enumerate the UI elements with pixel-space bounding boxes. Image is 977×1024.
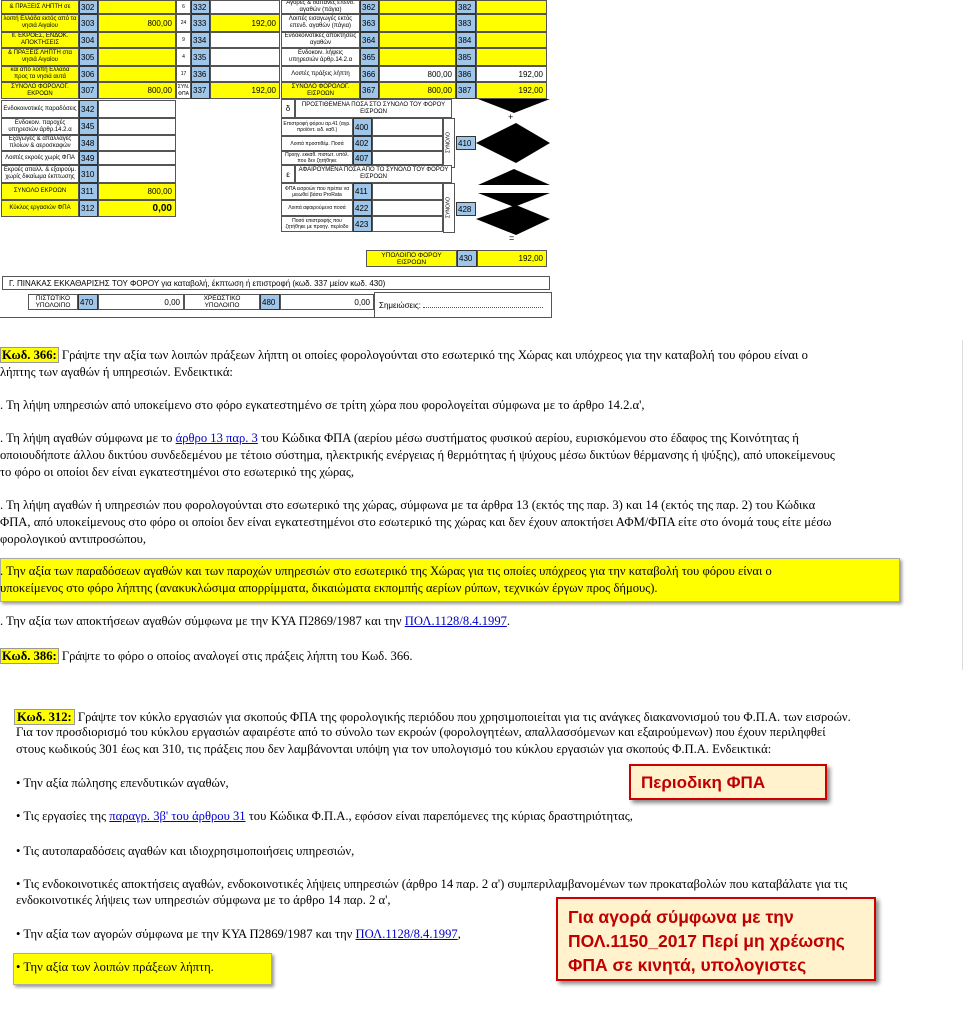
left-row-label: λοιπή Ελλάδα εκτός από τα νησιά Αιγαίου — [1, 14, 79, 32]
mid-row-value: 192,00 — [210, 14, 280, 32]
mid-row-code: 337 — [191, 82, 210, 99]
item2-line2: οποιουδήποτε άλλου δικτύου συνδεδεμένου με τέτοιο σύστημα, ηλεκτρικής ενέργειας ή θερμότητας ή ψύχους μέσω δικτύων θέρμανσης ή ψύξης), από υποκείμενους — [0, 448, 835, 462]
bullet3: • Τις αυτοπαραδόσεις αγαθών και ιδιοχρησιμοποιήσεις υπηρεσιών, — [16, 844, 355, 858]
delta-row-value — [372, 118, 443, 136]
delta-title: ΠΡΟΣΤΙΘΕΜΕΝΑ ΠΟΣΑ ΣΤΟ ΣΥΝΟΛΟ ΤΟΥ ΦΟΡΟΥ ΕΙΣΡΟΩΝ — [295, 99, 452, 118]
left-row-label: Κύκλος εργασιών ΦΠΑ — [1, 200, 79, 217]
mid-row-value — [210, 0, 280, 14]
mid-row-code: 336 — [191, 66, 210, 82]
item5-text-b: . — [506, 614, 511, 628]
purchase-note — [556, 897, 876, 981]
bullet1: • Την αξία πώλησης επενδυτικών αγαθών, — [16, 776, 229, 790]
item2-text-b: του Κώδικα ΦΠΑ (αερίου μέσω συστήματος φυσικού αερίου, ευρισκόμενου στο έδαφος της Κοινότητας ή — [257, 431, 799, 445]
left-row-code: 345 — [79, 118, 98, 135]
left-row-label: & ΠΡΑΞΕΙΣ ΛΗΠΤΗ σε — [1, 0, 79, 14]
right-row-label: ΣΥΝΟΛΟ ΦΟΡΟΛΟΓ. ΕΙΣΡΟΩΝ — [281, 82, 360, 99]
mid-row-rate: ΣΥΝ. ΦΠΑ — [176, 82, 191, 99]
k386-tag: Κωδ. 386: — [2, 649, 57, 663]
k386-text: Γράψτε το φόρο ο οποίος αναλογεί στις πράξεις λήπτη του Κωδ. 366. — [58, 649, 413, 663]
k312-line2: Για τον προσδιορισμό του κύκλου εργασιών αφαιρέστε από το σύνολο των εκροών (φορολογητέων, απαλλασσόμενων και εξαιρούμενων) που έχουν περιληφθεί — [16, 725, 826, 739]
epsilon-row-code: 411 — [353, 183, 372, 200]
left-row-label: & ΠΡΑΞΕΙΣ ΛΗΠΤΗ στα νησιά Αιγαίου — [1, 48, 79, 66]
item2-text-a: . Τη λήψη αγαθών σύμφωνα με το — [0, 431, 176, 445]
epsilon-sum-label: ΣΥΝΟΛΟ — [443, 183, 455, 233]
notes-field — [374, 292, 552, 318]
mid-row-value — [210, 48, 280, 66]
right-row-vat-code: 386 — [456, 66, 476, 82]
epsilon-row-value — [372, 216, 443, 232]
right-row-vat-code: 383 — [456, 14, 476, 32]
vat-form-excerpt — [0, 0, 552, 318]
purchase-note-line1: Για αγορά σύμφωνα με την — [568, 907, 794, 927]
bullet4-line1: • Τις ενδοκοινοτικές αποκτήσεις αγαθών, ενδοκοινοτικές λήψεις υπηρεσιών (άρθρο 14 παρ. 2 α') συμπεριλαμβανομένων των προκαταβολών που καταβάλατε για τις — [16, 877, 848, 891]
section-g-title: Γ. ΠΙΝΑΚΑΣ ΕΚΚΑΘΑΡΙΣΗΣ ΤΟΥ ΦΟΡΟΥ για καταβολή, έκπτωση ή επιστροφή (κωδ. 337 μείον κωδ. 430) — [2, 276, 550, 290]
right-row-vat-code: 385 — [456, 48, 476, 66]
k366-text: Γράψτε την αξία των λοιπών πράξεων λήπτη οι οποίες φορολογούνται στο εσωτερικό της Χώρας και υπόχρεος για την καταβολή του φόρου είναι ο — [58, 348, 808, 362]
form-bottom-edge — [0, 317, 552, 318]
item4-line2: υποκείμενος στο φόρο λήπτης (ανακυκλώσιμα απορρίμματα, δικαιώματα εκπομπής αερίων ρύπων, τεχνικών έργων προς δήμους). — [0, 581, 658, 595]
notes-label: Σημειώσεις: — [379, 301, 421, 310]
left-row-value — [98, 66, 176, 82]
remaining-code: 430 — [457, 250, 477, 267]
right-row-value — [379, 48, 456, 66]
item5 — [0, 613, 510, 630]
delta-row-label: Λοιπά προστιθέμ. Ποσά — [281, 136, 353, 151]
right-row-value — [379, 14, 456, 32]
left-row-value — [98, 48, 176, 66]
left-row-code: 307 — [79, 82, 98, 99]
k366-line1 — [0, 347, 808, 364]
left-row-label: ΣΥΝΟΛΟ ΦΟΡΟΛΟΓ. ΕΚΡΟΩΝ — [1, 82, 79, 99]
left-row-label: Εξαγωγές & απαλλαγές πλοίων & αεροσκαφών — [1, 135, 79, 151]
mid-row-rate: 24 — [176, 14, 191, 32]
remaining-label: ΥΠΟΛΟΙΠΟ ΦΟΡΟΥ ΕΙΣΡΟΩΝ — [366, 250, 457, 267]
equals-sign: = — [509, 233, 515, 243]
mid-row-code: 334 — [191, 32, 210, 48]
left-row-label: και από λοιπή Ελλάδα προς τα νησιά αυτά — [1, 66, 79, 82]
left-row-code: 311 — [79, 183, 98, 200]
delta-row-label: Προηγ. εκκαθ. πιστωτ. υπόλ. που δεν ζητήθηκε — [281, 151, 353, 165]
left-row-value: 800,00 — [98, 14, 176, 32]
content-edge-line — [962, 340, 963, 670]
bullet5-text-a: • Την αξία των αγορών σύμφωνα με την ΚΥΑ Π2869/1987 και την — [16, 927, 356, 941]
right-row-vat-value — [476, 32, 547, 48]
bullet2-text-b: του Κώδικα Φ.Π.Α., εφόσον είναι παρεπόμενες της κύριας δραστηριότητας, — [245, 809, 633, 823]
debit-label: ΧΡΕΩΣΤΙΚΟ ΥΠΟΛΟΙΠΟ — [184, 294, 260, 310]
mid-row-rate: 9 — [176, 32, 191, 48]
right-row-vat-value: 192,00 — [476, 66, 547, 82]
credit-value: 0,00 — [98, 294, 184, 310]
left-row-code: 348 — [79, 135, 98, 151]
left-row-code: 304 — [79, 32, 98, 48]
pol-1128-link[interactable]: ΠΟΛ.1128/8.4.1997 — [404, 614, 507, 628]
item2-line3: το φόρο οι οποίοι δεν είναι εγκατεστημένοι στο εσωτερικό της χώρας, — [0, 465, 355, 479]
plus-sign: + — [508, 112, 514, 122]
minus-sign: - — [510, 172, 514, 183]
item3-line3: φορολογικού αντιπροσώπου, — [0, 532, 147, 546]
left-row-code: 312 — [79, 200, 98, 217]
left-row-code: 303 — [79, 14, 98, 32]
left-row-value — [98, 165, 176, 183]
right-row-vat-value — [476, 0, 547, 14]
remaining-value: 192,00 — [477, 250, 547, 267]
item2-line1 — [0, 430, 799, 447]
right-row-value — [379, 32, 456, 48]
right-row-vat-value — [476, 14, 547, 32]
epsilon-row-value — [372, 200, 443, 216]
left-row-code: 310 — [79, 165, 98, 183]
epsilon-letter: ε — [281, 165, 295, 183]
delta-row-code: 400 — [353, 118, 372, 136]
mid-row-rate: 4 — [176, 48, 191, 66]
bullet2 — [16, 808, 633, 825]
right-row-vat-code: 382 — [456, 0, 476, 14]
pol-1128-link-2[interactable]: ΠΟΛ.1128/8.4.1997 — [355, 927, 458, 941]
item4-line1: . Την αξία των παραδόσεων αγαθών και των παροχών υπηρεσιών στο εσωτερικό της Χώρας για τις οποίες υπόχρεος για την καταβολή του φόρου είναι ο — [0, 564, 772, 578]
left-row-value: 0,00 — [98, 200, 176, 217]
left-row-value: 800,00 — [98, 82, 176, 99]
right-row-label: Ενδοκοιν. λήψεις υπηρεσιών άρθρ.14.2.α — [281, 48, 360, 66]
mid-row-value: 192,00 — [210, 82, 280, 99]
left-row-label: Ενδοκοιν. παροχές υπηρεσιών άρθρ.14.2.α — [1, 118, 79, 135]
delta-row-code: 402 — [353, 136, 372, 151]
epsilon-title: ΑΦΑΙΡΟΥΜΕΝΑ ΠΟΣΑ ΑΠΟ ΤΟ ΣΥΝΟΛΟ ΤΟΥ ΦΟΡΟΥ ΕΙΣΡΟΩΝ — [295, 165, 452, 183]
k366-line2: λήπτης των αγαθών ή υπηρεσιών. Ενδεικτικά: — [0, 365, 233, 379]
delta-letter: δ — [281, 99, 295, 118]
article-31-link[interactable]: παραγρ. 3β' του άρθρου 31 — [109, 809, 246, 823]
bullet4-line2: ενδοκοινοτικές λήψεις των υπηρεσιών σύμφωνα με το άρθρο 14 παρ. 2 α', — [16, 893, 391, 907]
right-row-vat-value — [476, 48, 547, 66]
left-row-value — [98, 100, 176, 118]
delta-row-value — [372, 151, 443, 165]
credit-label: ΠΙΣΤΩΤΙΚΟ ΥΠΟΛΟΙΠΟ — [28, 294, 78, 310]
left-row-code: 305 — [79, 48, 98, 66]
left-row-label: ΣΥΝΟΛΟ ΕΚΡΟΩΝ — [1, 183, 79, 200]
item3-line2: ΦΠΑ, από υποκείμενους στο φόρο οι οποίοι δεν είναι εγκατεστημένοι στο εσωτερικό της χώρας και δεν έχουν αποκτήσει ΑΦΜ/ΦΠΑ είτε στο όνομά τους είτε μέσω — [0, 515, 832, 529]
left-row-code: 349 — [79, 151, 98, 165]
delta-row-code: 407 — [353, 151, 372, 165]
epsilon-row-label: Λοιπά αφαιρούμενα ποσά — [281, 200, 353, 216]
epsilon-row-label: ΦΠΑ εισροών που πρέπει να μειωθεί βάσει ProRata — [281, 183, 353, 200]
epsilon-total-code: 428 — [456, 202, 476, 216]
left-row-value — [98, 118, 176, 135]
delta-sum-label: ΣΥΝΟΛΟ — [443, 118, 455, 168]
bullet5 — [16, 926, 461, 943]
right-row-vat-code: 384 — [456, 32, 476, 48]
left-row-value — [98, 32, 176, 48]
left-row-label: Ενδοκοινοτικές παραδόσεις — [1, 100, 79, 118]
mid-row-code: 332 — [191, 0, 210, 14]
item1: . Τη λήψη υπηρεσιών από υποκείμενο στο φόρο εγκατεστημένο σε τρίτη χώρα που φορολογείται σύμφωνα με το άρθρο 14.2.α', — [0, 398, 645, 412]
right-row-vat-value: 192,00 — [476, 82, 547, 99]
right-row-vat-code: 387 — [456, 82, 476, 99]
k312-tag: Κωδ. 312: — [14, 709, 75, 725]
mid-row-rate: 17 — [176, 66, 191, 82]
right-row-code: 367 — [360, 82, 379, 99]
bullet6: • Την αξία των λοιπών πράξεων λήπτη. — [16, 960, 214, 974]
bullet2-text-a: • Τις εργασίες της — [16, 809, 110, 823]
right-row-value: 800,00 — [379, 66, 456, 82]
article-13-link[interactable]: άρθρο 13 παρ. 3 — [175, 431, 258, 445]
right-row-value: 800,00 — [379, 82, 456, 99]
item5-text-a: . Την αξία των αποκτήσεων αγαθών σύμφωνα με την ΚΥΑ Π2869/1987 και την — [0, 614, 405, 628]
debit-code: 480 — [260, 294, 280, 310]
left-row-value — [98, 135, 176, 151]
delta-row-label: Επιστροφή φόρου αρ.41 (αγρ. προϊόντ. ειδ. καθ.) — [281, 118, 353, 136]
right-row-value — [379, 0, 456, 14]
epsilon-row-label: Ποσό επιστροφής που ζητήθηκε με προηγ. περίοδο — [281, 216, 353, 232]
left-row-code: 306 — [79, 66, 98, 82]
left-row-label: II. ΕΚΡΟΕΣ, ΕΝΔΟΚ. ΑΠΟΚΤΗΣΕΙΣ — [1, 32, 79, 48]
mid-row-code: 333 — [191, 14, 210, 32]
left-row-value — [98, 0, 176, 14]
mid-row-value — [210, 66, 280, 82]
delta-total-code: 410 — [456, 136, 476, 150]
right-row-code: 362 — [360, 0, 379, 14]
debit-value: 0,00 — [280, 294, 374, 310]
credit-code: 470 — [78, 294, 98, 310]
right-row-code: 365 — [360, 48, 379, 66]
flow-arrows-graphic — [476, 97, 552, 247]
k312-line3: στους κωδικούς 301 έως και 310, τις πράξεις που δεν λαμβάνονται υπόψη για τον υπολογισμό του κύκλου εργασιών για σκοπούς Φ.Π.Α. Ενδεικτικά: — [16, 742, 772, 756]
left-row-code: 342 — [79, 100, 98, 118]
left-row-value — [98, 151, 176, 165]
left-row-label: Λοιπές εκροές χωρίς ΦΠΑ — [1, 151, 79, 165]
k386-line — [0, 648, 413, 665]
delta-row-value — [372, 136, 443, 151]
mid-row-value — [210, 32, 280, 48]
right-row-code: 366 — [360, 66, 379, 82]
right-row-label: Λοιπές πράξεις λήπτη — [281, 66, 360, 82]
right-row-label: Ενδοκοινοτικές αποκτήσεις αγαθών — [281, 32, 360, 48]
periodic-vat-note: Περιοδικη ΦΠΑ — [629, 764, 827, 800]
mid-row-code: 335 — [191, 48, 210, 66]
left-row-label: Εκροές απαλλ. & εξαιρούμ. χωρίς δικαίωμα έκπτωσης — [1, 165, 79, 183]
right-row-code: 363 — [360, 14, 379, 32]
bullet5-text-b: , — [457, 927, 461, 941]
purchase-note-line2: ΠΟΛ.1150_2017 Περί μη χρέωσης — [568, 931, 845, 951]
purchase-note-line3: ΦΠΑ σε κινητά, υπολογιστες — [568, 955, 807, 975]
right-row-label: Λοιπές εισαγωγές εκτός επενδ. αγαθών (πάγια) — [281, 14, 360, 32]
epsilon-row-value — [372, 183, 443, 200]
right-row-code: 364 — [360, 32, 379, 48]
left-row-value: 800,00 — [98, 183, 176, 200]
left-row-code: 302 — [79, 0, 98, 14]
epsilon-row-code: 423 — [353, 216, 372, 232]
k366-tag: Κωδ. 366: — [2, 348, 57, 362]
mid-row-rate: 6 — [176, 0, 191, 14]
k312-text: Γράψτε τον κύκλο εργασιών για σκοπούς ΦΠΑ της φορολογικής περιόδου που χρησιμοποιείται για τις ανάγκες διακανονισμού του Φ.Π.Α. των εισροών. — [74, 710, 851, 724]
right-row-label: Αγορές & δαπάνες επενδ. αγαθών (πάγια) — [281, 0, 360, 14]
epsilon-row-code: 422 — [353, 200, 372, 216]
item3-line1: . Τη λήψη αγαθών ή υπηρεσιών που φορολογούνται στο εσωτερικό της χώρας, σύμφωνα με τα άρθρα 13 (εκτός της παρ. 3) και 14 (εκτός της παρ. 2) του Κώδικα — [0, 498, 816, 512]
